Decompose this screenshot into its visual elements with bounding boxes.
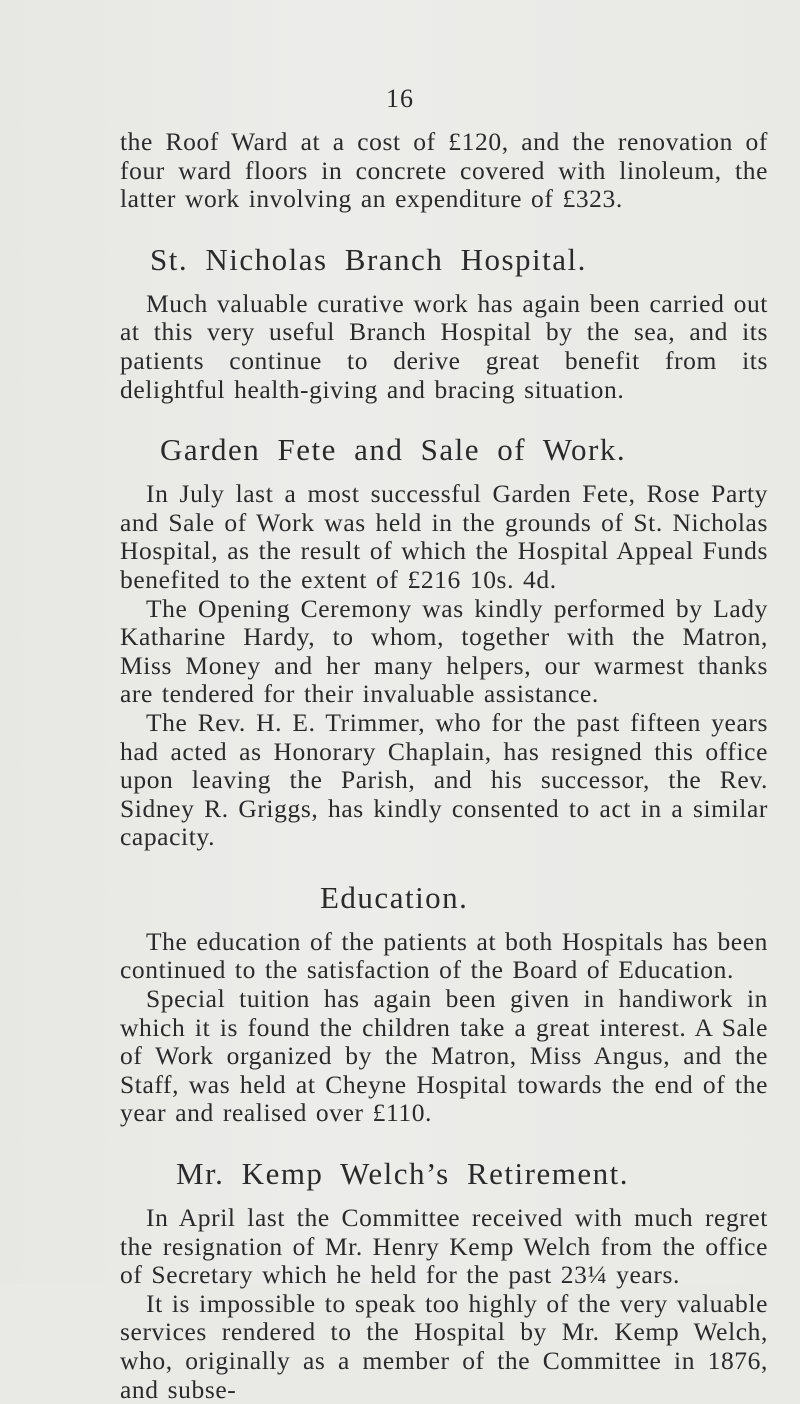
paragraph-education-1: The education of the patients at both Hospitals has been continued to the satisfaction of the Board of Education.: [120, 926, 768, 985]
paragraph-st-nicholas: Much valuable curative work has again been carried out at this very useful Branch Hospital by the sea, and its patients continue to derive great benefit from its delightful health-giving and bracing situation.: [120, 288, 768, 404]
page-number: 16: [386, 84, 414, 113]
paragraph-garden-fete-2: The Opening Ceremony was kindly performed by Lady Katharine Hardy, to whom, together with the Matron, Miss Money and her many helpers, our warmest thanks are tendered for their invaluable assistance.: [120, 593, 768, 709]
page-content: [120, 128, 768, 1404]
paragraph-garden-fete-3: The Rev. H. E. Trimmer, who for the past fifteen years had acted as Honorary Chaplain, has resigned this office upon leaving the Parish, and his successor, the Rev. Sidney R. Griggs, has kindly consented to act in a similar capacity.: [120, 707, 768, 852]
heading-garden-fete: Garden Fete and Sale of Work.: [160, 432, 627, 468]
paragraph-roof-ward: the Roof Ward at a cost of £120, and the renovation of four ward floors in concrete covered with linoleum, the latter work involving an expenditure of £323.: [120, 127, 768, 214]
paragraph-garden-fete-1: In July last a most successful Garden Fete, Rose Party and Sale of Work was held in the grounds of St. Nicholas Hospital, as the result of which the Hospital Appeal Funds benefited to the extent of £216 10s. 4d.: [120, 479, 768, 594]
paragraph-kemp-welch-1: In April last the Committee received with much regret the resignation of Mr. Henry Kemp Welch from the office of Secretary which he held for the past 23¼ years.: [120, 1203, 768, 1290]
heading-st-nicholas: St. Nicholas Branch Hospital.: [150, 241, 587, 277]
heading-education: Education.: [320, 879, 469, 915]
paragraph-education-2: Special tuition has again been given in handiwork in which it is found the children take a great interest. A Sale of Work organized by the Matron, Miss Angus, and the Staff, was held at Cheyne Hospital towards the end of the year and realised over £110.: [120, 984, 768, 1128]
paragraph-kemp-welch-2: It is impossible to speak too highly of the very valuable services rendered to the Hospital by Mr. Kemp Welch, who, originally as a member of the Committee in 1876, and subse-: [120, 1288, 768, 1404]
heading-kemp-welch-retirement: Mr. Kemp Welch’s Retirement.: [176, 1156, 629, 1192]
